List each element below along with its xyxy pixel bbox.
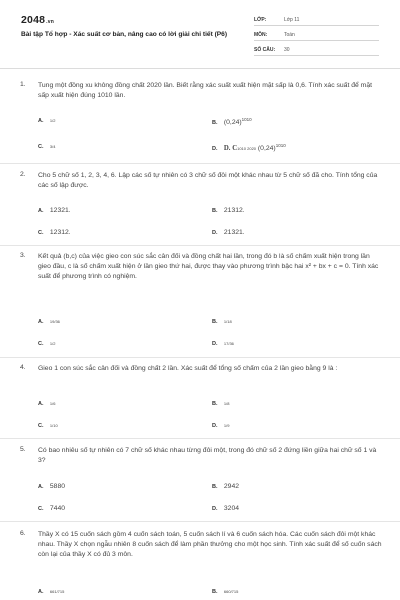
option-label: A. xyxy=(38,484,44,490)
option-label: C. xyxy=(38,144,44,150)
meta-value: 30 xyxy=(284,47,290,53)
question-text: Cho 5 chữ số 1, 2, 3, 4, 6. Lập các số tự nhiên có 3 chữ số đôi một khác nhau từ 5 chữ số đã cho. Tính tổng của các số lập được. xyxy=(38,172,378,189)
option-a[interactable] xyxy=(38,400,55,407)
option-label: B. xyxy=(212,120,218,127)
option-value: 1/2 xyxy=(49,340,56,346)
option-label: D. xyxy=(212,230,218,236)
meta-key: LỚP: xyxy=(254,17,267,23)
question-number: 3. xyxy=(20,252,26,259)
site-logo[interactable] xyxy=(21,14,54,26)
option-value: (0,24) xyxy=(223,119,242,127)
meta-value: Toán xyxy=(284,32,295,38)
option-b[interactable] xyxy=(212,400,229,407)
option-value: 21321. xyxy=(223,229,245,236)
option-extra: (0,24) xyxy=(257,145,276,153)
header-divider xyxy=(0,68,400,69)
question-number: 1. xyxy=(20,81,26,88)
option-a[interactable] xyxy=(38,117,55,124)
logo-suffix: .vn xyxy=(46,19,54,25)
option-label: C. xyxy=(38,230,44,236)
question-divider xyxy=(0,521,400,522)
option-label: D. xyxy=(212,146,218,153)
option-value: 1/18 xyxy=(223,318,232,324)
option-c[interactable] xyxy=(38,422,58,429)
option-exponent: 1010 xyxy=(241,117,252,122)
option-value: 661/715 xyxy=(49,588,65,594)
option-b[interactable] xyxy=(212,117,252,126)
option-label: A. xyxy=(38,208,44,214)
option-c[interactable] xyxy=(38,505,65,512)
question-divider xyxy=(0,163,400,164)
option-value: 21312. xyxy=(223,207,245,214)
option-label: B. xyxy=(212,319,218,325)
option-label: D. xyxy=(212,423,218,429)
option-label: C. xyxy=(38,341,44,347)
question-number: 5. xyxy=(20,446,26,453)
option-a[interactable] xyxy=(38,318,60,325)
option-value: 5880 xyxy=(49,483,66,490)
option-label: B. xyxy=(212,208,218,214)
option-a[interactable] xyxy=(38,588,64,595)
option-d[interactable] xyxy=(212,340,234,347)
option-value: 660/715 xyxy=(223,588,239,594)
option-b[interactable] xyxy=(212,318,232,325)
meta-class-row xyxy=(254,14,379,26)
option-b[interactable] xyxy=(212,588,238,595)
option-a[interactable] xyxy=(38,207,71,214)
question-number: 2. xyxy=(20,171,26,178)
option-c[interactable] xyxy=(38,340,55,347)
question-text: Có bao nhiêu số tự nhiên có 7 chữ số khác nhau từng đôi một, trong đó chữ số 2 đứng liền giữa hai chữ số 1 và 3? xyxy=(38,447,377,464)
option-value: 3/4 xyxy=(49,143,56,149)
option-label: D. xyxy=(212,506,218,512)
option-label: A. xyxy=(38,319,44,325)
option-value: 2942 xyxy=(223,483,240,490)
option-c[interactable] xyxy=(38,229,71,236)
question-divider xyxy=(0,245,400,246)
option-label: D. xyxy=(212,341,218,347)
header xyxy=(0,0,400,68)
logo-text: 2048 xyxy=(21,14,46,26)
option-a[interactable] xyxy=(38,483,65,490)
option-label: A. xyxy=(38,401,44,407)
question-divider xyxy=(0,438,400,439)
question-divider xyxy=(0,357,400,358)
question-number: 4. xyxy=(20,364,26,371)
option-value: 19/36 xyxy=(49,318,60,324)
option-value: 12312. xyxy=(49,229,71,236)
option-extra-exponent: 1010 xyxy=(275,143,286,148)
question-text: Thầy X có 15 cuốn sách gồm 4 cuốn sách toán, 5 cuốn sách lí và 6 cuốn sách hóa. Các cuốn sách đôi một khác nhau. Thầy X chọn ngẫu nhiên 8 cuốn sách để làm phần thưởng cho một học sinh. Tính xác suất để số cuốn sách còn lại của thầy X có đủ 3 môn. xyxy=(38,531,382,558)
meta-count-row xyxy=(254,44,379,56)
meta-key: SỐ CÂU: xyxy=(254,47,276,53)
option-value: 1/10 xyxy=(49,422,58,428)
option-d[interactable] xyxy=(212,505,239,512)
option-d[interactable] xyxy=(212,229,245,236)
option-value: 1/9 xyxy=(223,422,230,428)
question-text: Gieo 1 con súc sắc cân đối và đồng chất 2 lần. Xác suất để tổng số chấm của 2 lần gieo bằng 9 là : xyxy=(38,365,338,372)
option-value: 1/2 xyxy=(49,117,56,123)
option-label: A. xyxy=(38,589,44,595)
option-d[interactable] xyxy=(212,422,229,429)
option-label: A. xyxy=(38,118,44,124)
option-c[interactable] xyxy=(38,143,55,150)
meta-key: MÔN: xyxy=(254,32,268,38)
document-title: Bài tập Tổ hợp - Xác suất cơ bản, nâng cao có lời giải chi tiết (P6) xyxy=(21,31,228,38)
option-value: 7440 xyxy=(49,505,66,512)
option-label: B. xyxy=(212,589,218,595)
option-label: B. xyxy=(212,484,218,490)
option-value: 1/8 xyxy=(223,400,230,406)
option-b[interactable] xyxy=(212,207,245,214)
option-value: 12321. xyxy=(49,207,71,214)
option-value: 17/36 xyxy=(223,340,234,346)
option-label: C. xyxy=(38,506,44,512)
option-b[interactable] xyxy=(212,483,239,490)
option-label: B. xyxy=(212,401,218,407)
meta-subject-row xyxy=(254,29,379,41)
question-number: 6. xyxy=(20,530,26,537)
option-combination-index: 1010 2020 xyxy=(237,145,257,151)
option-value: D. C xyxy=(223,145,238,153)
option-label: C. xyxy=(38,423,44,429)
meta-value: Lớp 11 xyxy=(284,17,300,23)
option-value: 3204 xyxy=(223,505,240,512)
option-d[interactable] xyxy=(212,143,286,152)
question-text: Kết quả (b,c) của việc gieo con súc sắc cân đối và đồng chất hai lần, trong đó b là số chấm xuất hiện trong lần gieo đầu, c là số chấm xuất hiện ở lần gieo thứ hai, được thay vào phương trình bậc hai x² + bx + c = 0. Tính xác suất để phương trình có nghiệm. xyxy=(38,253,379,280)
option-value: 1/6 xyxy=(49,400,56,406)
question-text: Tung một đồng xu không đồng chất 2020 lần. Biết rằng xác suất xuất hiện mặt sấp là 0,6. Tính xác suất để mặt sấp xuất hiện đúng 1010 lần. xyxy=(38,82,373,99)
